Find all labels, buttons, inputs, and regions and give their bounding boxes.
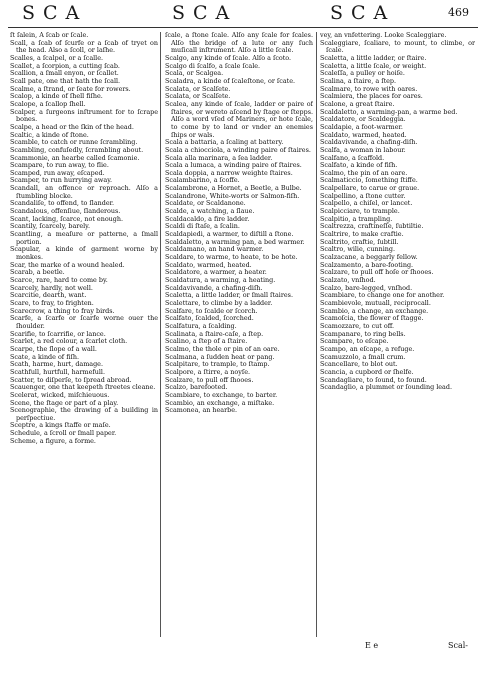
dictionary-entry: Scarecrow, a thing to fray birds. [10, 306, 115, 315]
dictionary-entry: Scampanare, to ring bells. [320, 329, 406, 338]
page-footer [0, 641, 485, 671]
dictionary-entry: Scene, the ſtage or part of a play. [10, 398, 119, 407]
dictionary-entry: Scala a battaria, a ſcaling at battery. [165, 138, 284, 147]
dictionary-column-right [320, 32, 475, 640]
dictionary-entry: Scancia, a cupbord or ſhelfe. [320, 367, 414, 376]
dictionary-entry: Scall pate, one that hath the ſcall. [10, 76, 121, 85]
dictionary-entry: Scath, harme, hurt, damage. [10, 360, 103, 369]
dictionary-entry: Scalambrone, a Hornet, a Beetle, a Bulbe. [165, 184, 302, 193]
dictionary-entry: Scaldapie, a foot-warmer. [320, 122, 403, 131]
dictionary-entry: Scalmaticcio, ſomething ſtiffe. [320, 176, 418, 185]
dictionary-entry: Scaletta, a little ladder, or ſmall ſtaires. [165, 291, 293, 300]
dictionary-entry: Scamble, to catch or runne ſcrambling. [10, 138, 138, 147]
dictionary-entry: Scaltic, a kinde of ſtone. [10, 130, 89, 139]
dictionary-entry: Scalzamento, a bare-footing. [320, 260, 414, 269]
dictionary-entry: Scalfato, ſcalded, ſcorched. [165, 314, 254, 323]
dictionary-entry: Scaldacaldo, a fire ladder. [165, 214, 250, 223]
dictionary-entry: Scalone, a great ſtaire. [320, 99, 395, 108]
dictionary-entry: Scala alla marinara, a ſea ladder. [165, 153, 273, 162]
dictionary-entry: Scalfatura, a ſcalding. [165, 321, 237, 330]
dictionary-entry: Scandall, an offence or reproach. Alſo a ſtumbling blocke. [10, 184, 158, 200]
dictionary-entry: Scaladra, a kinde of ſcaleſtone, or ſcate. [165, 76, 296, 85]
dictionary-entry: Scamped, run away, eſcaped. [10, 168, 105, 177]
dictionary-entry: Scalpellare, to carue or graue. [320, 184, 420, 193]
dictionary-entry: Scalmana, a ſudden heat or pang. [165, 352, 275, 361]
running-head-right: SCA [330, 2, 396, 24]
dictionary-entry: Scaldato, warmed, heated. [165, 260, 252, 269]
dictionary-entry: Scalmare, to rowe with oares. [320, 84, 418, 93]
dictionary-entry: Scalinata, a ſtaire-caſe, a ſtep. [165, 329, 264, 338]
dictionary-entry: Scaleggiare, ſcaliare, to mount, to climbe, or ſcale. [320, 38, 475, 55]
dictionary-entry: Scalfato, a kinde of fiſh. [320, 161, 398, 170]
dictionary-entry: Scalpitare, to trample, to ſtamp. [165, 360, 270, 369]
dictionary-entry: Scall, a ſcab of ſcurfe or a ſcab of tryet on the head. Also a ſcoll, or laſhe. [10, 38, 158, 55]
running-header [0, 0, 485, 24]
dictionary-entry: Scaletta, a little ladder, or ſtaire. [320, 53, 427, 62]
dictionary-entry: Scalfare, to ſcalde or ſcorch. [165, 306, 258, 315]
dictionary-entry: Scathfull, hurtfull, harmefull. [10, 367, 105, 376]
dictionary-entry: Scalina, a ſtaire, a ſtep. [320, 76, 397, 85]
dictionary-entry: Scalfa, a woman in labour. [320, 145, 406, 154]
dictionary-entry: Scambio, an exchange, a miſtake. [165, 398, 275, 407]
dictionary-entry: Scaltro, wilie, cunning. [320, 245, 395, 254]
dictionary-entry: Scaldatore, a warmer, a heater. [165, 268, 267, 277]
dictionary-entry: Scalpitio, a trampling. [320, 214, 393, 223]
dictionary-entry: Scalzare, to pull off ſhooes. [165, 375, 254, 384]
dictionary-entry: Scalata, or Scalſete. [165, 84, 231, 93]
catchword: Scal- [448, 641, 468, 650]
dictionary-entry: Scalzo, bare-legged, vnſhod. [320, 283, 413, 292]
page-number: 469 [448, 6, 469, 19]
dictionary-entry: Scaltrire, to make craftie. [320, 230, 404, 239]
dictionary-entry: Scallet, a ſcorpion, a cutting ſcab. [10, 61, 120, 70]
dictionary-entry: Scaldaletto, a warming pan, a bed warmer. [165, 237, 305, 246]
dictionary-entry: Scalles, a ſcalpel, or a ſcalle. [10, 53, 104, 62]
header-rule [8, 27, 478, 28]
dictionary-entry: Scalgo, any kinde of ſcale. Alſo a ſcoto. [165, 53, 292, 62]
column-divider [160, 32, 161, 637]
signature-mark: E e [365, 641, 379, 650]
dictionary-entry: Scant, lacking, ſcarce, not enough. [10, 214, 124, 223]
dictionary-entry: Scaldapiedi, a warmer, to diſtill a ſtone. [165, 230, 294, 239]
dictionary-entry: Scambling, confuſedly, ſcrambling about. [10, 145, 144, 154]
dictionary-entry: Scapular, a kinde of garment worne by monkes. [10, 245, 158, 262]
dictionary-entry: ſt ſalein, A ſcab or ſcale. [10, 32, 89, 39]
dictionary-entry: Scenographie, the drawing of a building in perſpectiue. [10, 406, 158, 422]
dictionary-entry: Scalzato, vnſhod. [320, 276, 376, 284]
dictionary-entry: Scancellare, to blot out. [320, 360, 398, 369]
dictionary-entry: Scelerat, wicked, miſchieuous. [10, 390, 110, 399]
dictionary-entry: Scandaliſe, to offend, to ſlander. [10, 199, 115, 208]
dictionary-entry: Scambievole, mutuall, reciprocall. [320, 298, 431, 307]
dictionary-entry: Scalope, a ſcallop ſhell. [10, 99, 86, 108]
dictionary-entry: Scaleſſa, a pulley or hoiſe. [320, 69, 405, 78]
dictionary-entry: Scheme, a figure, a forme. [10, 436, 96, 445]
dictionary-entry: Scarcely, hardly, not well. [10, 283, 93, 292]
dictionary-entry: Scarfe, a ſcarfe or ſcarfe worne ouer the ſhoulder. [10, 314, 158, 330]
dictionary-entry: Scarcitie, dearth, want. [10, 291, 87, 300]
dictionary-entry: Scalmo, the thole or pin of an oare. [165, 344, 280, 353]
dictionary-column-middle [165, 32, 313, 640]
dictionary-entry: Scalea, any kinde of ſcale, ladder or paire of ſtaires, or wereto aſcend by ſtage or ſtepps. Alſo a word vſed of Mariners, or hote ſcale, to come by to land or vnder an enemies ſhips or wals. [165, 99, 313, 139]
dictionary-entry: Scalettare, to climbe by a ladder. [165, 298, 273, 307]
dictionary-entry: Scaldato, warmed, heated. [320, 130, 407, 139]
dictionary-entry: Scaldate, or Scaldanone. [165, 199, 246, 208]
dictionary-entry: Scare, to fray, to frighten. [10, 298, 94, 307]
dictionary-entry: Scalme, a ſtrand, or ſeate for rowers. [10, 84, 131, 93]
dictionary-entry: Scammonie, an hearbe called ſcamonie. [10, 153, 140, 162]
dictionary-entry: Scalandrone, White-worts or Salmon-fiſh. [165, 191, 300, 200]
dictionary-entry: Scar, the marke of a wound healed. [10, 260, 125, 269]
dictionary-entry: Scalmo, the pin of an oare. [320, 168, 408, 177]
dictionary-entry: Sceptre, a kings ſtaffe or maſe. [10, 421, 111, 430]
dictionary-entry: Scamuzzolo, a ſmall crum. [320, 352, 406, 361]
dictionary-entry: Scalde, a watching, a ſlaue. [165, 207, 255, 216]
dictionary-entry: Scaldavivande, a chafing-diſh. [320, 138, 418, 147]
dictionary-entry: Scampare, to eſcape. [320, 337, 389, 346]
dictionary-entry: Scalper, a ſurgeons inſtrument for to ſcrape bones. [10, 107, 158, 124]
dictionary-entry: Schedule, a ſcroll or ſmall paper. [10, 429, 117, 438]
dictionary-entry: Scalpore, a ſtirre, a noyſe. [165, 367, 251, 376]
dictionary-entry: Scambio, a change, an exchange. [320, 306, 429, 315]
dictionary-entry: Scauenger, one that keepeth ſtreetes cleane. [10, 383, 156, 392]
dictionary-entry: Scaldavivande, a chafing-diſh. [165, 283, 263, 292]
dictionary-entry: Scantling, a meaſure or patterne, a ſmall portion. [10, 230, 158, 246]
dictionary-entry: Scaldaletto, a warming-pan, a warme bed. [320, 107, 458, 116]
dictionary-entry: Scaletta, a little ſcale, or weight. [320, 61, 427, 70]
dictionary-entry: ſcale, a ſtone ſcale. Alſo any ſcale for ſcales. Alſo the bridge of a lute or any ſuch muſicall inſtrument. Alſo a little ſcale. [165, 32, 313, 55]
dictionary-entry: Scandalous, offenſiue, ſlanderous. [10, 207, 121, 216]
dictionary-entry: Scaldatura, a warming, a heating. [165, 276, 276, 284]
dictionary-entry: Scalzacane, a beggarly fellow. [320, 253, 418, 262]
dictionary-entry: Scampo, an eſcape, a refuge. [320, 344, 415, 353]
dictionary-entry: Scantily, ſcarcely, barely. [10, 222, 90, 231]
dictionary-entry: Scandaglio, a plummet or ſounding lead. [320, 383, 452, 392]
dictionary-entry: Scaldi di ſtaſe, a ſcalin. [165, 222, 240, 231]
dictionary-entry: Scala doppia, a narrow weighte ſtaires. [165, 168, 293, 177]
dictionary-entry: Scala, or Scalgea. [165, 69, 224, 78]
column-divider [316, 32, 317, 637]
dictionary-entry: Scamonea, an hearbe. [165, 406, 238, 415]
dictionary-entry: Scamper, to run hurrying away. [10, 176, 112, 185]
dictionary-entry: Scalgo di ſcalfo, a ſcale ſcale. [165, 61, 261, 70]
running-head-center: SCA [172, 2, 238, 24]
dictionary-entry: Scalzare, to pull off hoſe or ſhooes. [320, 268, 434, 277]
dictionary-entry: Scaldatore, or Scaldeggia. [320, 115, 406, 124]
dictionary-entry: Scalop, a kinde of ſhell fiſhe. [10, 92, 103, 101]
dictionary-entry: Scala a lumaca, a winding paire of ſtaires. [165, 161, 302, 170]
dictionary-entry: Scala a chiocciola, a winding paire of ſtaires. [165, 145, 311, 154]
dictionary-entry: Scambiare, to exchange, to barter. [165, 390, 278, 399]
dictionary-column-left [10, 32, 158, 640]
dictionary-entry: Scarifie, to ſcarrifie, or lance. [10, 329, 106, 338]
dictionary-entry: Scallion, a ſmall enyon, or ſcallet. [10, 69, 119, 78]
dictionary-entry: Scalfano, a ſcaffold. [320, 153, 385, 162]
dictionary-entry: Scamoſcia, the flower of ſtagge. [320, 314, 424, 323]
dictionary-entry: Scalambarino, a ſcoffe. [165, 176, 240, 185]
dictionary-entry: Scarpe, the ſlope of a wall. [10, 344, 97, 353]
dictionary-entry: Scalmiera, the places for oares. [320, 92, 423, 101]
dictionary-entry: Scambiare, to change one for another. [320, 291, 445, 300]
dictionary-entry: Scaldamano, an hand warmer. [165, 245, 264, 254]
dictionary-entry: Scarce, rare, hard to come by. [10, 276, 108, 284]
dictionary-entry: Scamozzare, to cut off. [320, 321, 395, 330]
dictionary-entry: Scaltrezza, craftineſſe, ſubtiltie. [320, 222, 424, 231]
dictionary-entry: Scaldare, to warme, to heate, to be hote. [165, 253, 298, 262]
dictionary-entry: Scampare, to run away, to flie. [10, 161, 109, 170]
dictionary-entry: Scalata, or Scalſete. [165, 92, 231, 101]
dictionary-entry: vey, an vnfettering. Looke Scaleggiare. [320, 32, 447, 39]
dictionary-entry: Scaltrito, craftie, ſubtill. [320, 237, 399, 246]
dictionary-entry: Scarlet, a red colour, a ſcarlet cloth. [10, 337, 128, 346]
dictionary-entry: Scate, a kinde of fiſh. [10, 352, 79, 361]
dictionary-entry: Scalpicciare, to trample. [320, 207, 400, 216]
dictionary-entry: Scandagliare, to ſound, to found. [320, 375, 427, 384]
dictionary-entry: Scalpellino, a ſtone cutter. [320, 191, 406, 200]
dictionary-entry: Scalino, a ſtep of a ſtaire. [165, 337, 248, 346]
dictionary-entry: Scatter, to diſperſe, to ſpread abroad. [10, 375, 132, 384]
dictionary-entry: Scarab, a beetle. [10, 268, 65, 277]
dictionary-entry: Scalzo, barefooted. [165, 383, 228, 392]
dictionary-entry: Scalpello, a chiſel, or lancet. [320, 199, 413, 208]
running-head-left: SCA [22, 2, 88, 24]
dictionary-entry: Scalpe, a head or the ſkin of the head. [10, 122, 134, 131]
